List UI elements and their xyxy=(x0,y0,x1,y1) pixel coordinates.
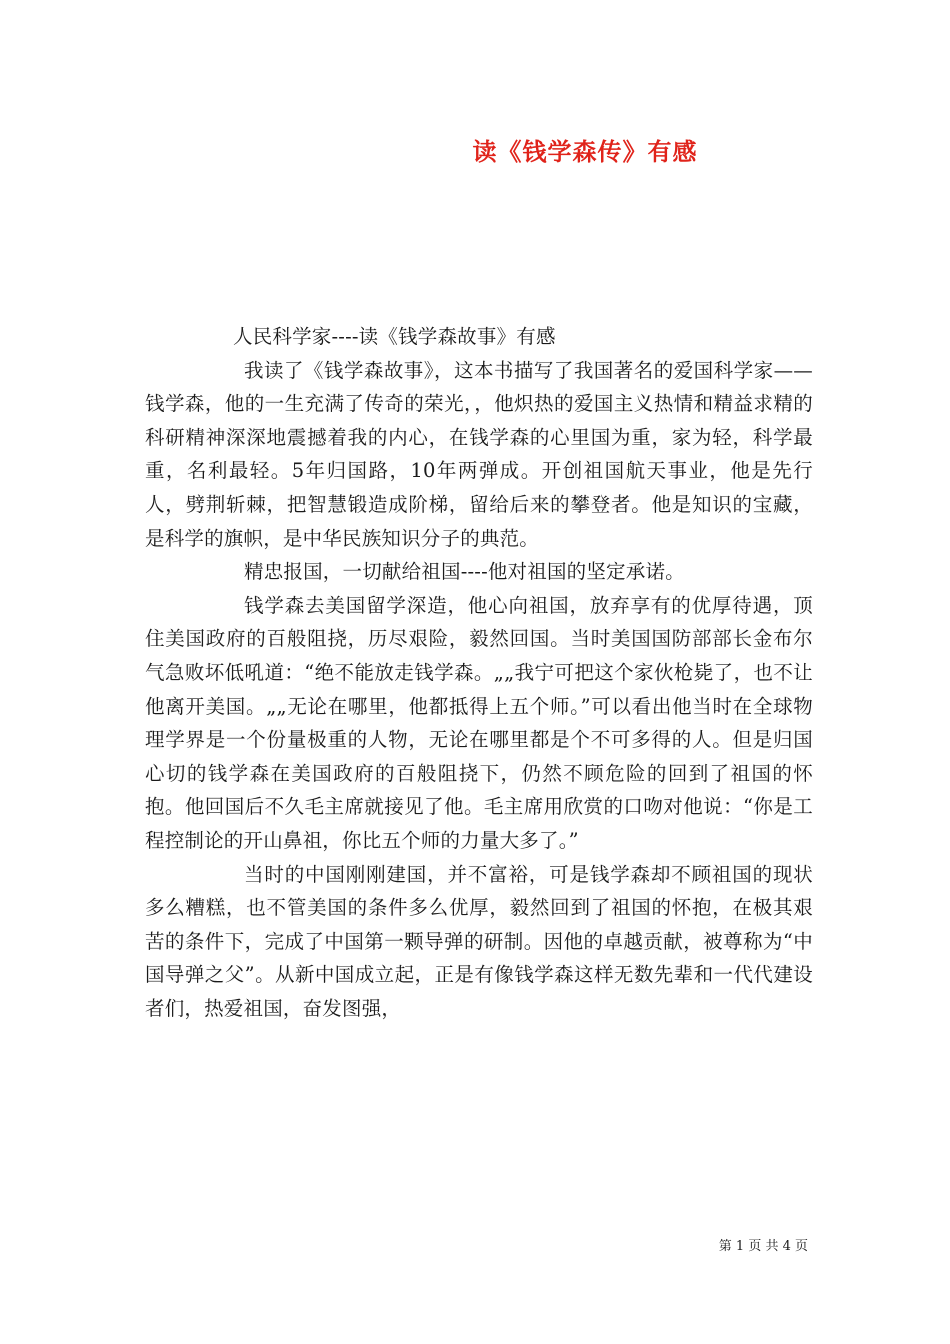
body-paragraph: 精忠报国，一切献给祖国----他对祖国的坚定承诺。 xyxy=(244,560,685,584)
document-title: 读《钱学森传》有感 xyxy=(472,137,698,166)
body-paragraph: 我读了《钱学森故事》，这本书描写了我国著名的爱国科学家——钱学森，他的一生充满了传奇的荣光，，他炽热的爱国主义热情和精益求精的科研精神深深地震撼着我的内心，在钱学森的心里国为重，家为轻，科学最重，名利最轻。5年归国路，10年两弹成。开创祖国航天事业，他是先行人，劈荆斩棘，把智慧锻造成阶梯，留给后来的攀登者。他是知识的宝藏，是科学的旗帜，是中华民族知识分子的典范。 xyxy=(145,358,813,550)
subtitle-paragraph: 人民科学家----读《钱学森故事》有感 xyxy=(233,325,556,348)
document-body xyxy=(145,320,813,1025)
page-number-footer: 第 1 页 共 4 页 xyxy=(718,1239,808,1254)
body-paragraph: 当时的中国刚刚建国，并不富裕，可是钱学森却不顾祖国的现状多么糟糕，也不管美国的条件多么优厚，毅然回到了祖国的怀抱，在极其艰苦的条件下，完成了中国第一颗导弹的研制。因他的卓越贡献，被尊称为“中国导弹之父”。从新中国成立起，正是有像钱学森这样无数先辈和一代代建设者们，热爱祖国，奋发图强， xyxy=(145,862,813,1020)
body-paragraph: 钱学森去美国留学深造，他心向祖国，放弃享有的优厚待遇，顶住美国政府的百般阻挠，历尽艰险，毅然回国。当时美国国防部部长金布尔气急败坏低吼道：“绝不能放走钱学森。„„我宁可把这个家伙枪毙了，也不让他离开美国。„„无论在哪里，他都抵得上五个师。”可以看出他当时在全球物理学界是一个份量极重的人物，无论在哪里都是个不可多得的人。但是归国心切的钱学森在美国政府的百般阻挠下，仍然不顾危险的回到了祖国的怀抱。他回国后不久毛主席就接见了他。毛主席用欣赏的口吻对他说：“你是工程控制论的开山鼻祖，你比五个师的力量大多了。” xyxy=(145,593,813,852)
